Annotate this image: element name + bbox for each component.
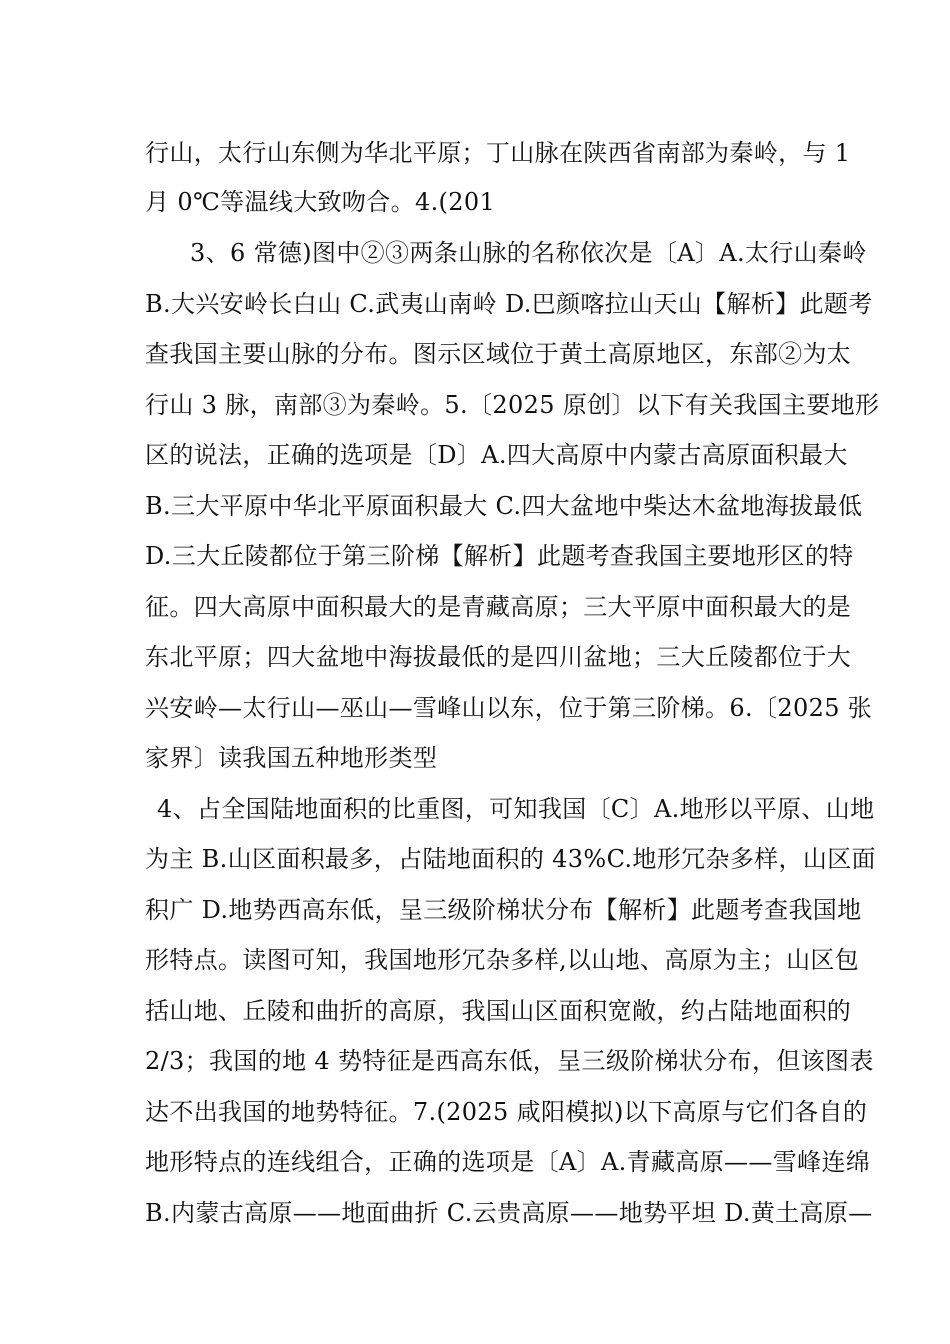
text-line: B.大兴安岭长白山 C.武夷山南岭 D.巴颜喀拉山天山【解析】此题考 bbox=[145, 290, 873, 318]
text-line: 积广 D.地势西高东低，呈三级阶梯状分布【解析】此题考查我国地 bbox=[145, 896, 862, 924]
text-line: B.三大平原中华北平原面积最大 C.四大盆地中柴达木盆地海拔最低 bbox=[145, 492, 863, 520]
text-line: D.三大丘陵都位于第三阶梯【解析】此题考查我国主要地形区的特 bbox=[145, 542, 854, 570]
text-line: 区的说法，正确的选项是〔D〕A.四大高原中内蒙古高原面积最大 bbox=[145, 441, 848, 469]
text-line: 2/3；我国的地 4 势特征是西高东低，呈三级阶梯状分布，但该图表 bbox=[145, 1047, 874, 1075]
text-line: 家界〕读我国五种地形类型 bbox=[145, 744, 438, 772]
text-line: 达不出我国的地势特征。7.(2025 咸阳模拟)以下高原与它们各自的 bbox=[145, 1098, 868, 1126]
text-line: 征。四大高原中面积最大的是青藏高原；三大平原中面积最大的是 bbox=[145, 593, 852, 621]
text-line: 东北平原；四大盆地中海拔最低的是四川盆地；三大丘陵都位于大 bbox=[145, 643, 852, 671]
text-line: 为主 B.山区面积最多，占陆地面积的 43%C.地形冗杂多样，山区面 bbox=[145, 845, 876, 873]
text-line: 兴安岭—太行山—巫山—雪峰山以东，位于第三阶梯。6.〔2025 张 bbox=[145, 694, 873, 722]
text-line: 行山，太行山东侧为华北平原；丁山脉在陕西省南部为秦岭，与 1 bbox=[145, 139, 851, 167]
text-line: 查我国主要山脉的分布。图示区域位于黄土高原地区，东部②为太 bbox=[145, 340, 852, 368]
text-line: 地形特点的连线组合，正确的选项是〔A〕A.青藏高原——雪峰连绵 bbox=[145, 1148, 871, 1176]
text-line: 3、6 常德)图中②③两条山脉的名称依次是〔A〕A.太行山秦岭 bbox=[190, 239, 867, 267]
text-line: 形特点。读图可知，我国地形冗杂多样,以山地、高原为主；山区包 bbox=[145, 946, 860, 974]
text-line: 4、占全国陆地面积的比重图，可知我国〔C〕A.地形以平原、山地 bbox=[157, 795, 875, 823]
text-line: B.内蒙古高原——地面曲折 C.云贵高原——地势平坦 D.黄土高原— bbox=[145, 1199, 873, 1227]
text-line: 括山地、丘陵和曲折的高原，我国山区面积宽敞，约占陆地面积的 bbox=[145, 997, 852, 1025]
text-line: 行山 3 脉，南部③为秦岭。5.〔2025 原创〕以下有关我国主要地形 bbox=[145, 391, 880, 419]
text-line: 月 0℃等温线大致吻合。4.(201 bbox=[145, 188, 496, 216]
